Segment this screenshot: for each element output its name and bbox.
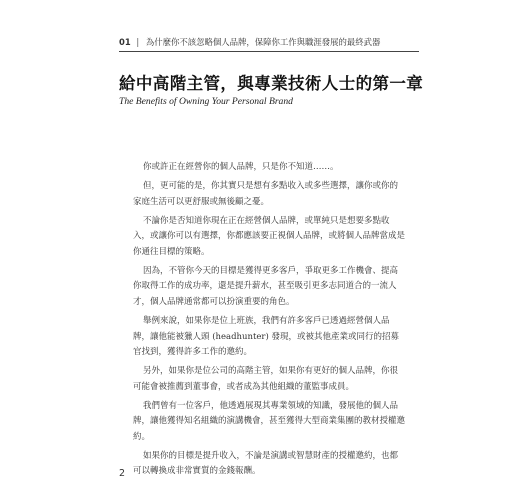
running-head-text: 為什麼你不該忽略個人品牌，保障你工作與職涯發展的最終武器 (145, 37, 381, 47)
header-rule (119, 51, 419, 52)
paragraph: 因為，不管你今天的目標是獲得更多客戶，爭取更多工作機會、提高你取得工作的成功率，還是提升薪水，甚至吸引更多志同道合的一流人才，個人品牌通常都可以扮演重要的角色。 (133, 265, 399, 307)
chapter-number: 01 (119, 37, 131, 47)
chapter-title: 給中高階主管，與專業技術人士的第一章 (119, 74, 424, 93)
paragraph: 我們曾有一位客戶，他透過展現其專業領域的知識，發展他的個人品牌，讓他獲得知名組織的演講機會，甚至獲得大型商業集團的教材授權邀約。 (133, 400, 406, 442)
paragraph: 舉例來說，如果你是位上班族，我們有許多客戶已透過經營個人品牌，讓他能被獵人頭 (headhunter) 發現，或被其他產業或同行的招募官找到，獲得許多工作的邀約。 (133, 315, 399, 358)
paragraph: 你或許正在經營你的個人品牌，只是你不知道……。 (143, 162, 339, 172)
running-head-separator: | (136, 37, 140, 47)
body-text (133, 160, 405, 483)
paragraph: 另外，如果你是位公司的高階主管，如果你有更好的個人品牌，你很可能會被推薦到董事會，或者成為其他組織的董監事成員。 (133, 366, 399, 392)
paragraph: 不論你是否知道你現在正在經營個人品牌，或單純只是想要多點收入，或讓你可以有選擇，你都應該要正視個人品牌，或將個人品牌當成是你通往目標的策略。 (133, 215, 406, 257)
chapter-subtitle: The Benefits of Owning Your Personal Brand (119, 96, 293, 107)
running-head (119, 36, 419, 48)
paragraph: 但，更可能的是，你其實只是想有多點收入或多些選擇，讓你或你的家庭生活可以更舒服或無後顧之憂。 (133, 180, 399, 207)
page-number: 2 (119, 468, 126, 479)
paragraph: 如果你的目標是提升收入，不論是演講或智慧財產的授權邀約，也都可以轉換成非常實質的金錢報酬。 (133, 450, 399, 477)
